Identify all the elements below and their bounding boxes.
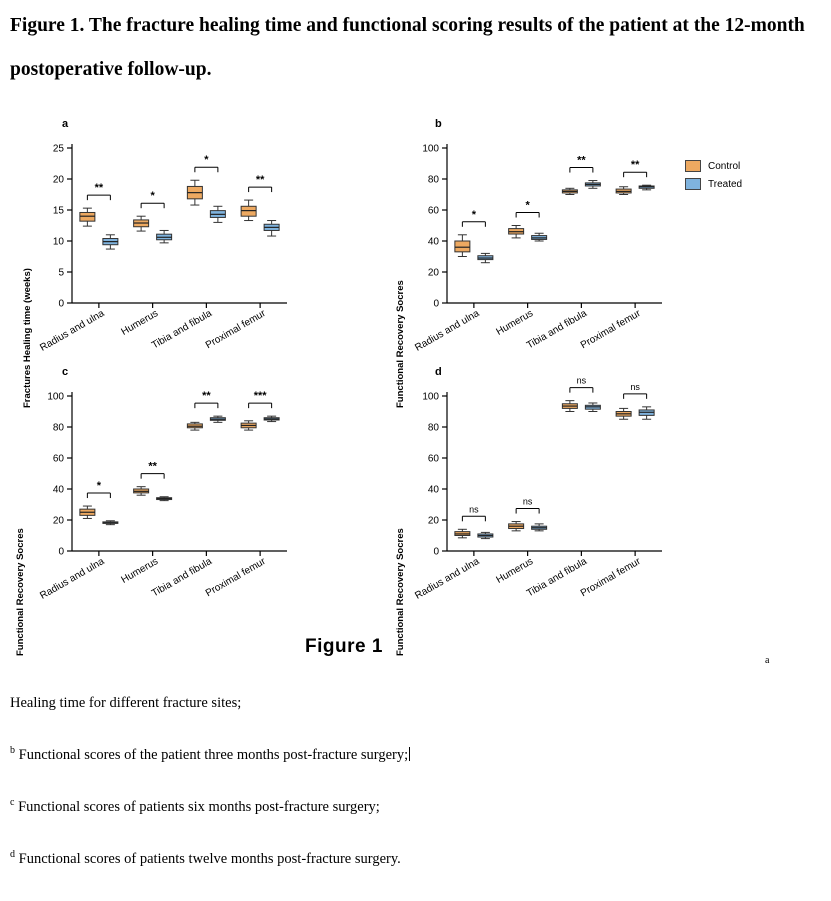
- y-tick-label: 80: [427, 174, 439, 186]
- significance-label: **: [148, 460, 157, 473]
- y-tick-label: 40: [427, 236, 439, 248]
- significance-label: **: [630, 159, 640, 172]
- caption-sup-c: c: [10, 796, 15, 808]
- caption-sup-d: d: [10, 848, 15, 860]
- panel-c-ylabel: Functional Recovery Socres: [15, 528, 26, 656]
- x-tick-label: Humerus: [119, 308, 161, 338]
- box-control: [80, 212, 95, 221]
- x-tick-label: Tibia and fibula: [149, 308, 214, 352]
- panel-d: [385, 366, 831, 656]
- panel-c-plot: [0, 366, 400, 616]
- x-tick-label: Proximal femur: [203, 556, 268, 600]
- x-tick-label: Proximal femur: [578, 308, 643, 352]
- legend-item-treated: [685, 178, 742, 190]
- y-tick-label: 0: [433, 298, 439, 310]
- y-tick-label: 20: [427, 267, 439, 279]
- stray-superscript-a: a: [765, 655, 770, 666]
- panel-a-ylabel: Fractures Healing time (weeks): [22, 268, 33, 408]
- panel-b-ylabel: Functional Recovery Socres: [395, 280, 406, 408]
- caption-list: [10, 695, 820, 897]
- significance-label: *: [204, 154, 209, 167]
- significance-label: **: [202, 390, 211, 403]
- significance-label: *: [150, 190, 155, 203]
- x-tick-label: Radius and ulna: [413, 308, 482, 354]
- legend-item-control: [685, 160, 742, 172]
- significance-label: ns: [469, 504, 479, 515]
- x-tick-label: Tibia and fibula: [524, 308, 589, 352]
- x-tick-label: Humerus: [119, 556, 161, 586]
- caption-line-c: [10, 794, 820, 816]
- y-tick-label: 20: [52, 174, 64, 186]
- y-tick-label: 80: [427, 422, 439, 434]
- x-tick-label: Humerus: [494, 556, 536, 586]
- y-tick-label: 15: [52, 205, 64, 217]
- significance-label: *: [471, 208, 477, 221]
- x-tick-label: Radius and ulna: [38, 308, 107, 354]
- y-tick-label: 20: [427, 515, 439, 527]
- caption-line-b: [10, 742, 820, 764]
- x-tick-label: Radius and ulna: [38, 556, 107, 602]
- legend-label-control: Control: [708, 160, 741, 172]
- significance-label: *: [525, 199, 530, 212]
- caption-text-a: Healing time for different fracture sites;: [10, 695, 242, 711]
- significance-label: ns: [522, 496, 533, 507]
- text-caret: [409, 747, 410, 761]
- box-control: [241, 206, 256, 216]
- x-tick-label: Tibia and fibula: [524, 556, 589, 600]
- caption-line-a: [10, 695, 820, 712]
- x-tick-label: Radius and ulna: [413, 556, 482, 602]
- y-tick-label: 40: [52, 484, 64, 496]
- significance-label: ns: [576, 375, 587, 386]
- legend-label-treated: Treated: [708, 178, 743, 190]
- legend: [685, 160, 742, 196]
- panel-b-letter: b: [435, 118, 442, 130]
- significance-label: **: [255, 174, 265, 187]
- caption-text-d: Functional scores of patients twelve months post-fracture surgery.: [18, 850, 401, 867]
- y-tick-label: 100: [47, 391, 64, 403]
- panel-a-plot: [0, 118, 400, 368]
- panel-a-letter: a: [62, 118, 69, 130]
- y-tick-label: 10: [52, 236, 64, 248]
- significance-label: *: [96, 480, 102, 493]
- y-tick-label: 5: [58, 267, 64, 279]
- y-tick-label: 40: [427, 484, 439, 496]
- panel-b-plot: [385, 118, 831, 368]
- y-tick-label: 0: [58, 546, 64, 558]
- page-title: Figure 1. The fracture healing time and functional scoring results of the patient at the 12-month postoperative follow-up.: [10, 15, 805, 80]
- caption-line-d: [10, 846, 820, 868]
- panel-d-letter: d: [435, 366, 442, 378]
- y-tick-label: 100: [422, 143, 439, 155]
- y-tick-label: 60: [427, 453, 439, 465]
- panel-d-ylabel: Functional Recovery Socres: [395, 528, 406, 656]
- x-tick-label: Tibia and fibula: [149, 556, 214, 600]
- panel-d-plot: [385, 366, 831, 616]
- legend-swatch-control: [685, 160, 701, 172]
- box-control: [455, 241, 470, 252]
- legend-swatch-treated: [685, 178, 701, 190]
- x-tick-label: Humerus: [494, 308, 536, 338]
- y-tick-label: 60: [52, 453, 64, 465]
- x-tick-label: Proximal femur: [578, 556, 643, 600]
- significance-label: **: [94, 182, 104, 195]
- y-tick-label: 0: [433, 546, 439, 558]
- y-tick-label: 25: [52, 143, 64, 155]
- y-tick-label: 20: [52, 515, 64, 527]
- caption-text-b: Functional scores of the patient three months post-fracture surgery;: [18, 746, 409, 763]
- caption-text-c: Functional scores of patients six months post-fracture surgery;: [18, 798, 380, 815]
- x-tick-label: Proximal femur: [203, 308, 268, 352]
- significance-label: ***: [253, 390, 267, 403]
- caption-sup-b: b: [10, 745, 15, 756]
- y-tick-label: 60: [427, 205, 439, 217]
- y-tick-label: 80: [52, 422, 64, 434]
- y-tick-label: 100: [422, 391, 439, 403]
- panel-c-letter: c: [62, 366, 69, 378]
- figure-caption: Figure 1: [305, 636, 383, 657]
- significance-label: ns: [630, 381, 640, 392]
- significance-label: **: [577, 154, 586, 167]
- y-tick-label: 0: [58, 298, 64, 310]
